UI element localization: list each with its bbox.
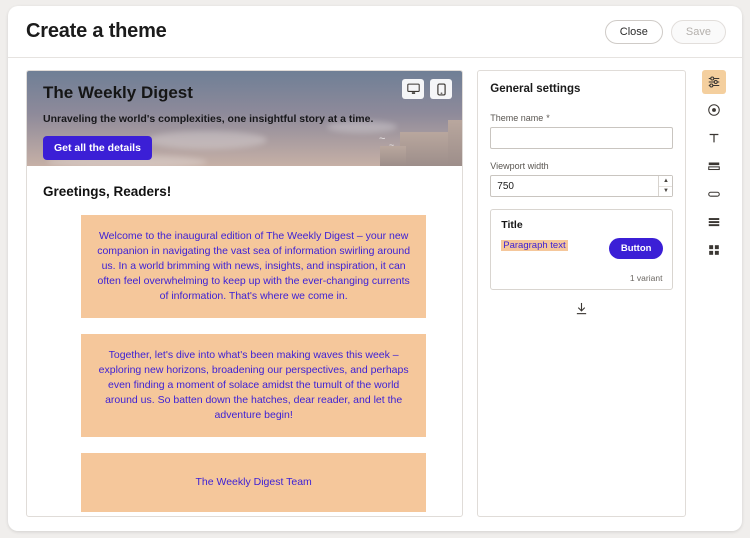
- variant-button[interactable]: Button: [609, 238, 664, 259]
- email-preview: [26, 70, 463, 517]
- palette-icon: [707, 103, 721, 117]
- stepper-up-icon[interactable]: ▲: [659, 176, 672, 186]
- rail-item-general-settings[interactable]: [702, 70, 726, 94]
- viewport-width-label: Viewport width: [490, 161, 549, 171]
- variant-preview-card[interactable]: [490, 209, 673, 290]
- hero-content: [27, 71, 462, 160]
- variant-paragraph-text: Paragraph text: [503, 240, 566, 251]
- preview-greeting: Greetings, Readers!: [43, 184, 172, 199]
- preview-paragraph-3[interactable]: The Weekly Digest Team: [81, 453, 426, 512]
- hero-cta-button[interactable]: Get all the details: [43, 136, 152, 160]
- stack-icon: [707, 215, 721, 229]
- stepper-down-icon[interactable]: ▼: [659, 186, 672, 197]
- close-button[interactable]: Close: [605, 20, 663, 44]
- rail-item-buttons[interactable]: [702, 182, 726, 206]
- device-toggle: [402, 79, 452, 99]
- theme-name-input[interactable]: [490, 127, 673, 149]
- viewport-width-control: [490, 175, 673, 197]
- quantity-stepper: [658, 176, 672, 196]
- variant-count-label: 1 variant: [629, 273, 663, 283]
- desktop-view-button[interactable]: [402, 79, 424, 99]
- save-button[interactable]: Save: [671, 20, 726, 44]
- layout-icon: [707, 159, 721, 173]
- hero-title: The Weekly Digest: [43, 83, 193, 102]
- theme-name-label: [490, 113, 673, 123]
- header-actions: [605, 20, 726, 44]
- sliders-icon: [707, 75, 721, 89]
- mobile-icon: [437, 83, 446, 96]
- preview-paragraph-1[interactable]: Welcome to the inaugural edition of The Weekly Digest – your new companion in navigating the vast sea of information swirling around us. In a world brimming with news, insights, and inspiration, it can often feel overwhelming to keep up with the ever-changing currents of information. That's where we come in.: [81, 215, 426, 318]
- button-icon: [707, 187, 721, 201]
- preview-hero: [27, 71, 462, 166]
- bird-icon: ~: [389, 140, 395, 150]
- hero-subtitle: Unraveling the world's complexities, one insightful story at a time.: [43, 113, 374, 125]
- monitor-icon: [407, 83, 420, 95]
- required-marker: *: [546, 113, 550, 123]
- viewport-width-input[interactable]: [490, 175, 673, 197]
- window-body: [8, 58, 742, 531]
- window-header: [8, 6, 742, 58]
- rail-item-typography[interactable]: [702, 126, 726, 150]
- mobile-view-button[interactable]: [430, 79, 452, 99]
- theme-name-field-group: [490, 113, 673, 149]
- rail-item-colors[interactable]: [702, 98, 726, 122]
- rail-item-blocks[interactable]: [702, 238, 726, 262]
- viewport-width-field-group: [490, 161, 673, 197]
- page-title: Create a theme: [26, 20, 167, 42]
- variant-title: Title: [501, 219, 523, 231]
- right-rail: [700, 70, 728, 517]
- bird-icon: ~: [379, 133, 386, 145]
- settings-panel-title: General settings: [490, 83, 581, 95]
- settings-panel: [477, 70, 686, 517]
- rail-item-spacing[interactable]: [702, 210, 726, 234]
- text-icon: [707, 131, 721, 145]
- download-button[interactable]: [573, 302, 591, 320]
- preview-paragraph-2[interactable]: Together, let's dive into what's been making waves this week – exploring new horizons, broadening our perspectives, and perhaps even finding a moment of solace amidst the tumult of the world around us. So batten down the hatches, dear reader, and let the adventure begin!: [81, 334, 426, 437]
- theme-editor-window: [8, 6, 742, 531]
- theme-name-label-text: Theme name: [490, 113, 544, 123]
- download-row: [490, 302, 673, 320]
- rail-item-layout[interactable]: [702, 154, 726, 178]
- download-icon: [575, 302, 588, 321]
- grid-icon: [707, 243, 721, 257]
